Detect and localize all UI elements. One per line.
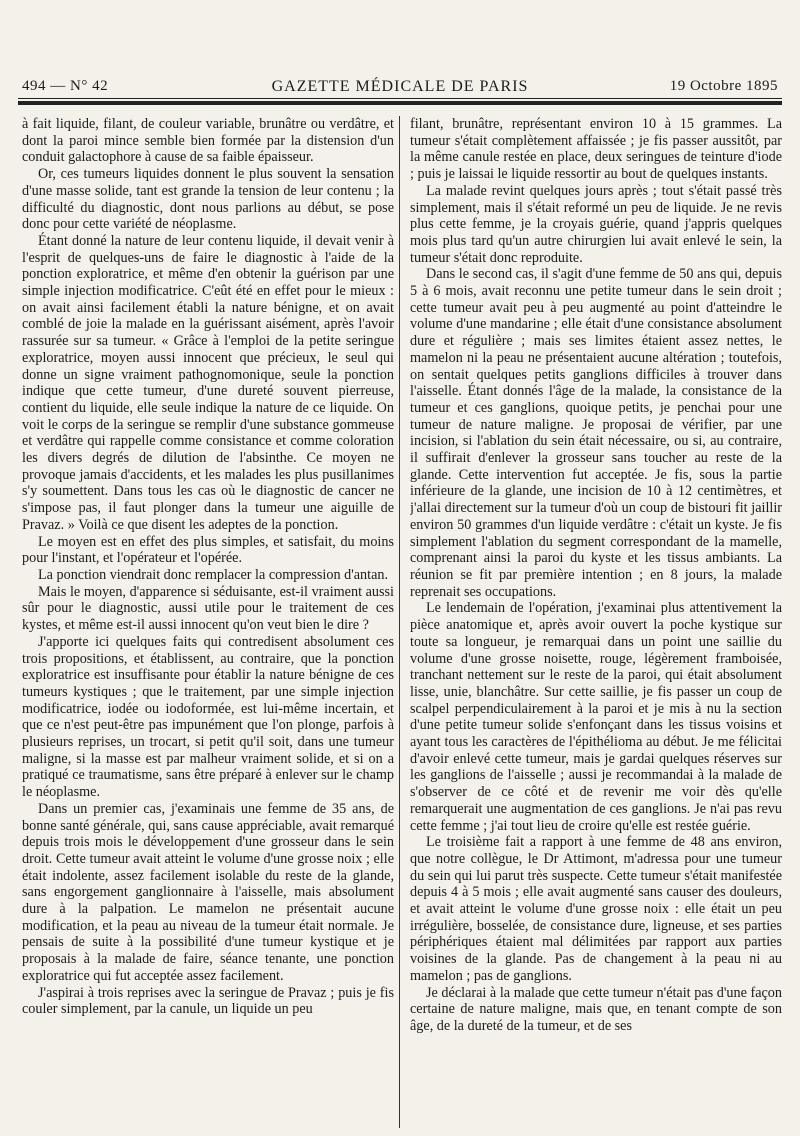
page-header bbox=[22, 72, 778, 100]
paragraph: Mais le moyen, d'apparence si séduisante, est-il vraiment aussi sûr pour le diagnostic, aussi utile pour le traitement de ces kystes, et même est-il aussi innocent qu'on veut bien le dire ? bbox=[22, 583, 394, 634]
paragraph: à fait liquide, filant, de couleur variable, brunâtre ou verdâtre, et dont la paroi mince semble bien formée par la distension d'un conduit galactophore à cause de sa faible épaisseur. bbox=[22, 116, 394, 166]
left-column bbox=[22, 116, 394, 1128]
header-rule-thick bbox=[18, 101, 782, 105]
paragraph: La malade revint quelques jours après ; tout s'était passé très simplement, mais il s'était reformé un peu de liquide. Je ne revis plus cette femme, je la croyais guérie, quand j'appris quelques mois plus tard qu'un autre chirurgien lui avait enlevé le sein, la tumeur s'était donc reproduite. bbox=[410, 182, 782, 266]
issue-date: 19 Octobre 1895 bbox=[669, 78, 778, 94]
paragraph: Le lendemain de l'opération, j'examinai plus attentivement la pièce anatomique et, après avoir ouvert la poche kystique sur toute sa longueur, je remarquai dans un point une saillie du volume d'une grosse noisette, rouge, légèrement framboisée, tranchant nettement sur le reste de la paroi, qui était absolument lisse, unie, blanchâtre. Sur cette saillie, je fis passer un coup de scalpel perpendiculairement à la paroi et je mis à nu la section d'une petite tumeur solide s'enfonçant dans les tissus voisins et ayant tous les caractères de l'épithélioma au début. Je me félicitai d'avoir enlevé cette tumeur, mais je gardai quelques réserves sur les ganglions de l'aisselle ; aussi je recommandai à la malade de s'observer de ce côté et de revenir me voir dès qu'elle remarquerait une augmentation de ces ganglions. Je n'ai pas revu cette femme ; j'ai tout lieu de croire qu'elle est restée guérie. bbox=[410, 600, 782, 834]
paragraph: Étant donné la nature de leur contenu liquide, il devait venir à l'esprit de quelques-uns de faire le diagnostic à l'aide de la ponction exploratrice, et même d'en obtenir la guérison par une simple injection modificatrice. C'eût été en effet pour le mieux : on avait ainsi facilement établi la nature bénigne, et on avait comblé de joie la malade en la guérissant aisément, après l'avoir rassurée sur sa tumeur. « Grâce à l'emploi de la petite seringue exploratrice, moyen aussi innocent que précieux, le seul qui donne un signe vraiment pathognomonique, seule la ponction indique que cette tumeur, d'une dureté souvent pierreuse, contient du liquide, elle seule indique la nature de ce liquide. On voit le corps de la seringue se remplir d'une substance gommeuse et verdâtre qui rappelle comme consistance et comme coloration les divers degrés de dilution de l'absinthe. Ce moyen ne provoque jamais d'accidents, et les malades les plus pusillanimes s'y soumettent. Dans tous les cas où le diagnostic de cancer ne s'impose pas, il faut plonger dans la tumeur une aiguille de Pravaz. » Voilà ce que disent les adeptes de la ponction. bbox=[22, 232, 394, 533]
right-column bbox=[410, 116, 782, 1128]
paragraph: filant, brunâtre, représentant environ 10 à 15 grammes. La tumeur s'était complètement affaissée ; je fis passer aussitôt, par la même canule restée en place, deux seringues de teinture d'iode ; puis je laissai le liquide ressortir au bout de quelques instants. bbox=[410, 116, 782, 183]
paragraph: La ponction viendrait donc remplacer la compression d'antan. bbox=[38, 566, 389, 583]
paragraph: J'apporte ici quelques faits qui contredisent absolument ces trois propositions, et établissent, au contraire, que la ponction exploratrice est insuffisante pour établir la nature bénigne de ces tumeurs kystiques ; que le traitement, par une simple injection modificatrice, iodée ou iodoformée, est lui-même incertain, et que ce n'est peut-être pas impunément que l'on plonge, parfois à plusieurs reprises, un trocart, si petit qu'il soit, dans une tumeur maligne, si la masse est par malheur vraiment solide, et si on a pratiqué ce traumatisme, sans être préparé à enlever sur le champ le néoplasme. bbox=[22, 633, 394, 801]
paragraph: Or, ces tumeurs liquides donnent le plus souvent la sensation d'une masse solide, tant est grande la tension de leur contenu ; la difficulté du diagnostic, dont nous parlions au début, se pose donc pour cette variété de néoplasme. bbox=[22, 166, 394, 233]
paragraph: J'aspirai à trois reprises avec la seringue de Pravaz ; puis je fis couler simplement, par la canule, un liquide un peu bbox=[22, 984, 394, 1018]
paragraph: Dans un premier cas, j'examinais une femme de 35 ans, de bonne santé générale, qui, sans cause appréciable, avait remarqué depuis trois mois le développement d'une grosseur dans le sein droit. Cette tumeur avait atteint le volume d'une grosse noix ; elle était indolente, assez facilement isolable du reste de la glande, sans engorgement ganglionnaire à l'aisselle, mais absolument dure à la palpation. Le mamelon ne présentait aucune modification, et la peau au niveau de la tumeur était normale. Je pensais de suite à la possibilité d'une tumeur kystique et je proposais à la malade de faire, séance tenante, une ponction exploratrice qui fut acceptée assez facilement. bbox=[22, 800, 394, 984]
paragraph: Le troisième fait a rapport à une femme de 48 ans environ, que notre collègue, le Dr Attimont, m'adressa pour une tumeur du sein qui lui parut très suspecte. Cette tumeur s'était manifestée depuis 4 à 5 mois ; elle avait augmenté sans causer des douleurs, et avait atteint le volume d'une grosse noix : elle était un peu irrégulière, bosselée, de consistance dure, ligneuse, et ses parties périphériques étaient mal délimitées par rapport aux parties voisines de la glande. Pas de changement à la peau ni au mamelon ; pas de ganglions. bbox=[410, 834, 782, 984]
column-divider bbox=[399, 116, 400, 1128]
publication-title: GAZETTE MÉDICALE DE PARIS bbox=[271, 78, 529, 95]
paragraph: Dans le second cas, il s'agit d'une femme de 50 ans qui, depuis 5 à 6 mois, avait reconnu une petite tumeur dans le sein droit ; cette tumeur avait peu à peu augmenté au point d'atteindre le volume d'une mandarine ; elle était d'une consistance absolument dure et régulière ; mais ses limites étaient assez nettes, le mamelon ni la peau ne présentaient aucune altération ; toutefois, on sentait quelques petits ganglions difficiles à trouver dans l'aisselle. Étant donnés l'âge de la malade, la consistance de la tumeur et ces ganglions, quoique petits, je penchai pour une tumeur de nature maligne. Je proposai de vérifier, par une incision, si l'ablation du sein était nécessaire, ou si, au contraire, il suffirait d'enlever la grosseur sans toucher au reste de la glande. Cette intervention fut acceptée. Je fis, sous la partie inférieure de la glande, une incision de 10 à 12 centimètres, et j'allai directement sur la tumeur d'où un coup de bistouri fit jaillir environ 50 grammes d'un liquide verdâtre : c'était un kyste. Je fis simplement l'ablation du segment correspondant de la mamelle, comprenant ainsi la paroi du kyste et les tissus ambiants. La réunion se fit par première intention ; en 8 jours, la malade reprenait ses occupations. bbox=[410, 266, 782, 600]
paragraph: Je déclarai à la malade que cette tumeur n'était pas d'une façon certaine de nature maligne, mais que, en tenant compte de son âge, de la dureté de la tumeur, et de ses bbox=[410, 984, 782, 1034]
header-rule-thin bbox=[18, 98, 782, 99]
paragraph: Le moyen est en effet des plus simples, et satisfait, du moins pour l'instant, et l'opérateur et l'opérée. bbox=[22, 533, 394, 567]
page-number: 494 — N° 42 bbox=[22, 78, 109, 94]
